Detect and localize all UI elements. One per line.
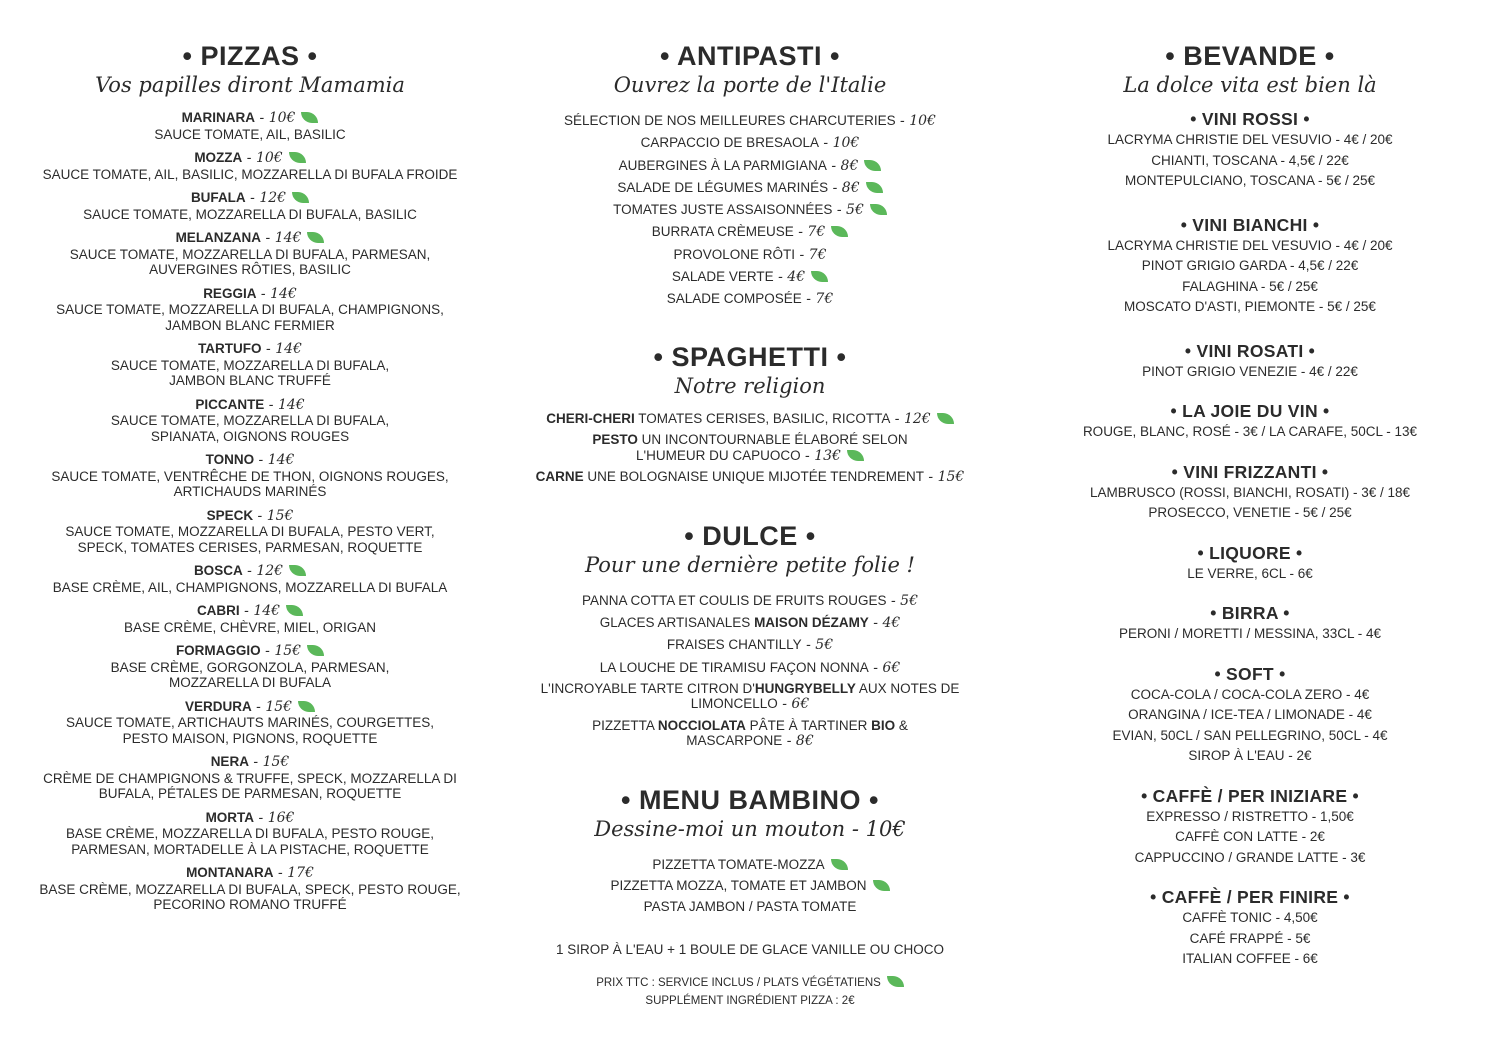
bev-group-joie-du-vin bbox=[1020, 400, 1480, 443]
price-note bbox=[515, 974, 985, 992]
bev-group-title: • CAFFÈ / PER FINIRE • bbox=[1150, 887, 1350, 907]
spaghetti-name: CHERI-CHERI bbox=[546, 410, 635, 426]
bev-group-title: • SOFT • bbox=[1214, 663, 1286, 684]
antipasti-text: BURRATA CRÈMEUSE bbox=[651, 224, 794, 240]
antipasti-price: - 7€ bbox=[795, 246, 827, 263]
pizza-price: - 12€ bbox=[242, 563, 284, 579]
pizza-name: SPECK bbox=[206, 507, 254, 523]
dulce-text: FRAISES CHANTILLY bbox=[666, 637, 802, 653]
bev-line: LACRYMA CHRISTIE DEL VESUVIO - 4€ / 20€ bbox=[1107, 237, 1393, 253]
dulce-brand: BIO bbox=[871, 717, 896, 733]
dulce-subtitle: Pour une dernière petite folie ! bbox=[585, 552, 915, 577]
bev-line: PINOT GRIGIO GARDA - 4,5€ / 22€ bbox=[1141, 258, 1359, 273]
pizza-desc: BASE CRÈME, GORGONZOLA, PARMESAN, MOZZARELLA DI BUFALA bbox=[110, 659, 390, 690]
pizza-name: BUFALA bbox=[190, 190, 246, 205]
pizza-name: MORTA bbox=[205, 809, 255, 825]
dulce-text: & MASCARPONE bbox=[686, 717, 908, 749]
bev-group-title: • LA JOIE DU VIN • bbox=[1170, 401, 1330, 421]
pizza-item-melanzana bbox=[15, 230, 485, 278]
pizza-price: - 15€ bbox=[253, 507, 294, 524]
pizza-desc: SAUCE TOMATE, MOZZARELLA DI BUFALA, SPIANATA, OIGNONS ROUGES bbox=[110, 413, 390, 444]
leaf-icon bbox=[937, 413, 954, 424]
antipasti-item bbox=[515, 177, 985, 199]
antipasti-title: • ANTIPASTI • bbox=[660, 41, 840, 71]
bev-group-vini-frizzanti bbox=[1020, 461, 1480, 524]
bev-group-title: • CAFFÈ / PER INIZIARE • bbox=[1141, 785, 1359, 806]
dulce-price: - 8€ bbox=[782, 733, 814, 750]
bambino-section bbox=[515, 784, 985, 1010]
antipasti-item bbox=[515, 221, 985, 243]
pizza-name: MARINARA bbox=[181, 110, 256, 125]
dulce-item bbox=[515, 612, 985, 634]
bev-group-title: • VINI FRIZZANTI • bbox=[1171, 461, 1329, 482]
bev-group-soft bbox=[1020, 663, 1480, 767]
antipasti-price: - 7€ bbox=[793, 224, 826, 241]
antipasti-item bbox=[515, 266, 985, 288]
bev-line: ITALIAN COFFEE - 6€ bbox=[1182, 951, 1318, 966]
antipasti-price: - 5€ bbox=[832, 202, 864, 219]
bev-group-caffe-iniziare bbox=[1020, 785, 1480, 869]
bambino-item bbox=[515, 854, 985, 875]
antipasti-item bbox=[515, 244, 985, 266]
antipasti-subtitle: Ouvrez la porte de l'Italie bbox=[613, 73, 887, 97]
pizza-desc: SAUCE TOMATE, VENTRÊCHE DE THON, OIGNONS ROUGES, ARTICHAUDS MARINÉS bbox=[51, 468, 449, 499]
bev-line: CAFFÈ CON LATTE - 2€ bbox=[1175, 829, 1325, 844]
pizza-price: - 10€ bbox=[242, 150, 283, 166]
antipasti-item bbox=[515, 288, 985, 310]
pizza-price: - 15€ bbox=[248, 754, 290, 770]
dulce-text: PÂTE À TARTINER bbox=[745, 717, 872, 733]
dulce-brand: NOCCIOLATA bbox=[657, 717, 746, 733]
pizza-name: CABRI bbox=[196, 603, 240, 618]
bev-line: CAFÉ FRAPPÉ - 5€ bbox=[1189, 930, 1311, 946]
pizza-item-bufala bbox=[15, 190, 485, 222]
spaghetti-title: • SPAGHETTI • bbox=[653, 341, 847, 372]
bambino-text: PASTA JAMBON / PASTA TOMATE bbox=[643, 899, 857, 915]
pizza-name: REGGIA bbox=[203, 285, 257, 301]
pizza-price: - 10€ bbox=[255, 110, 296, 126]
leaf-icon bbox=[289, 152, 306, 163]
antipasti-price: - 8€ bbox=[828, 179, 860, 196]
dulce-price: - 5€ bbox=[886, 592, 918, 609]
bev-line: CHIANTI, TOSCANA - 4,5€ / 22€ bbox=[1151, 152, 1349, 168]
pizza-price: - 14€ bbox=[264, 396, 305, 413]
bev-line: LACRYMA CHRISTIE DEL VESUVIO - 4€ / 20€ bbox=[1107, 132, 1393, 147]
antipasti-price: - 10€ bbox=[895, 113, 936, 129]
bev-line: PERONI / MORETTI / MESSINA, 33CL - 4€ bbox=[1118, 626, 1382, 641]
pizza-item-cabri bbox=[15, 603, 485, 635]
bambino-subtitle: Dessine-moi un mouton - 10€ bbox=[594, 816, 906, 841]
pizza-desc: SAUCE TOMATE, MOZZARELLA DI BUFALA, PARMESAN, AUVERGINES RÔTIES, BASILIC bbox=[69, 246, 431, 277]
antipasti-item bbox=[515, 110, 985, 132]
pizza-item-reggia bbox=[15, 286, 485, 334]
antipasti-price: - 4€ bbox=[773, 269, 806, 286]
antipasti-text: AUBERGINES À LA PARMIGIANA bbox=[618, 157, 827, 173]
antipasti-item bbox=[515, 199, 985, 221]
bev-line: SIROP À L'EAU - 2€ bbox=[1188, 748, 1312, 763]
dulce-item bbox=[515, 590, 985, 612]
leaf-icon bbox=[831, 859, 848, 870]
antipasti-text: PROVOLONE RÔTI bbox=[673, 246, 796, 262]
antipasti-item bbox=[515, 155, 985, 177]
pizza-desc: SAUCE TOMATE, MOZZARELLA DI BUFALA, PESTO VERT, SPECK, TOMATES CERISES, PARMESAN, ROQUETTE bbox=[65, 524, 435, 555]
spaghetti-item bbox=[515, 411, 985, 428]
center-column bbox=[515, 40, 985, 1010]
bambino-item bbox=[515, 896, 985, 917]
bev-line: LAMBRUSCO (ROSSI, BIANCHI, ROSATI) - 3€ / 18€ bbox=[1089, 484, 1411, 500]
pizza-item-speck bbox=[15, 508, 485, 556]
antipasti-text: SÉLECTION DE NOS MEILLEURES CHARCUTERIES bbox=[564, 113, 896, 128]
pizza-name: BOSCA bbox=[193, 563, 243, 578]
dulce-item bbox=[515, 657, 985, 679]
pizza-desc: SAUCE TOMATE, AIL, BASILIC bbox=[154, 126, 346, 142]
pizza-price: - 14€ bbox=[261, 230, 302, 246]
pizza-price: - 15€ bbox=[251, 698, 293, 715]
bev-line: MONTEPULCIANO, TOSCANA - 5€ / 25€ bbox=[1124, 173, 1376, 188]
bev-group-title: • BIRRA • bbox=[1210, 603, 1290, 623]
pizza-desc: SAUCE TOMATE, MOZZARELLA DI BUFALA, BASILIC bbox=[83, 206, 417, 222]
dulce-price: - 5€ bbox=[801, 637, 834, 654]
bevande-column bbox=[1020, 40, 1480, 983]
bev-group-vini-rosati bbox=[1020, 340, 1480, 383]
bev-group-title: • VINI ROSSI • bbox=[1190, 109, 1310, 129]
bev-line: PINOT GRIGIO VENEZIE - 4€ / 22€ bbox=[1142, 363, 1358, 379]
pizza-price: - 17€ bbox=[273, 865, 314, 881]
bev-line: COCA-COLA / COCA-COLA ZERO - 4€ bbox=[1130, 686, 1370, 702]
dulce-text: GLACES ARTISANALES bbox=[599, 614, 755, 630]
pizza-name: TARTUFO bbox=[198, 341, 262, 356]
pizza-name: NERA bbox=[210, 754, 249, 769]
pizza-item-tartufo bbox=[15, 341, 485, 389]
pizza-item-mozza bbox=[15, 150, 485, 182]
pizza-name: MONTANARA bbox=[186, 865, 274, 880]
dulce-item bbox=[515, 634, 985, 656]
bev-line: EVIAN, 50CL / SAN PELLEGRINO, 50CL - 4€ bbox=[1112, 727, 1388, 743]
spaghetti-text: TOMATES CERISES, BASILIC, RICOTTA bbox=[634, 410, 891, 426]
spaghetti-price: - 12€ bbox=[890, 410, 931, 427]
leaf-icon bbox=[870, 204, 887, 215]
bambino-title: • MENU BAMBINO • bbox=[621, 784, 879, 815]
bev-group-title: • VINI BIANCHI • bbox=[1180, 214, 1320, 235]
pizza-desc: BASE CRÈME, CHÈVRE, MIEL, ORIGAN bbox=[123, 619, 377, 635]
pizza-item-nera bbox=[15, 754, 485, 802]
dulce-section bbox=[515, 520, 985, 750]
bev-group-caffe-finire bbox=[1020, 886, 1480, 970]
leaf-icon bbox=[292, 192, 309, 203]
pizza-price: - 12€ bbox=[245, 190, 287, 206]
leaf-icon bbox=[847, 450, 864, 461]
leaf-icon bbox=[307, 645, 324, 656]
antipasti-text: TOMATES JUSTE ASSAISONNÉES bbox=[613, 202, 833, 218]
pizza-name: VERDURA bbox=[184, 698, 252, 714]
bambino-text: PIZZETTA TOMATE-MOZZA bbox=[652, 856, 825, 872]
dulce-text: PIZZETTA bbox=[592, 717, 658, 733]
pizza-name: TONNO bbox=[205, 452, 255, 467]
dulce-text: L'INCROYABLE TARTE CITRON D' bbox=[540, 680, 755, 696]
pizza-desc: BASE CRÈME, MOZZARELLA DI BUFALA, PESTO ROUGE, PARMESAN, MORTADELLE À LA PISTACHE, ROQUETTE bbox=[65, 826, 435, 857]
leaf-icon bbox=[298, 701, 315, 712]
leaf-icon bbox=[286, 605, 303, 616]
antipasti-item bbox=[515, 132, 985, 154]
leaf-icon bbox=[831, 226, 848, 237]
pizza-item-montanara bbox=[15, 865, 485, 913]
dulce-item bbox=[515, 681, 985, 713]
spaghetti-name: PESTO bbox=[592, 432, 638, 448]
spaghetti-text: UN INCONTOURNABLE ÉLABORÉ SELON L'HUMEUR DU CAPUOCO bbox=[636, 432, 908, 463]
bev-group-title: • VINI ROSATI • bbox=[1184, 340, 1316, 361]
bevande-subtitle: La dolce vita est bien là bbox=[1123, 73, 1377, 97]
supplement-note: SUPPLÉMENT INGRÉDIENT PIZZA : 2€ bbox=[645, 995, 855, 1008]
pizza-desc: SAUCE TOMATE, MOZZARELLA DI BUFALA, CHAMPIGNONS, JAMBON BLANC FERMIER bbox=[56, 302, 444, 333]
pizza-desc: BASE CRÈME, MOZZARELLA DI BUFALA, SPECK, PESTO ROUGE, PECORINO ROMANO TRUFFÉ bbox=[39, 881, 461, 912]
spaghetti-text: UNE BOLOGNAISE UNIQUE MIJOTÉE TENDREMENT bbox=[583, 469, 924, 485]
leaf-icon bbox=[887, 976, 904, 987]
antipasti-text: CARPACCIO DE BRESAOLA bbox=[640, 135, 819, 151]
bev-group-liquore bbox=[1020, 542, 1480, 585]
leaf-icon bbox=[307, 232, 324, 243]
pizza-price: - 15€ bbox=[260, 643, 302, 659]
pizzas-column bbox=[15, 40, 485, 921]
spaghetti-section bbox=[515, 341, 985, 486]
pizza-name: FORMAGGIO bbox=[175, 643, 261, 658]
bambino-extra: 1 SIROP À L'EAU + 1 BOULE DE GLACE VANILLE OU CHOCO bbox=[555, 941, 945, 957]
price-note-text: PRIX TTC : SERVICE INCLUS / PLATS VÉGÉTATIENS bbox=[596, 977, 881, 990]
pizza-price: - 14€ bbox=[256, 285, 297, 302]
dulce-price: - 6€ bbox=[868, 659, 901, 676]
leaf-icon bbox=[866, 182, 883, 193]
spaghetti-subtitle: Notre religion bbox=[674, 373, 826, 398]
dulce-text: AUX NOTES DE LIMONCELLO bbox=[690, 680, 960, 712]
dulce-text: LA LOUCHE DE TIRAMISU FAÇON NONNA bbox=[599, 659, 869, 675]
antipasti-price: - 7€ bbox=[801, 291, 834, 308]
leaf-icon bbox=[289, 565, 306, 576]
antipasti-price: - 8€ bbox=[826, 157, 859, 174]
spaghetti-price: - 15€ bbox=[923, 469, 965, 486]
spaghetti-item bbox=[515, 432, 985, 464]
bev-line: LE VERRE, 6CL - 6€ bbox=[1187, 565, 1313, 581]
pizza-item-tonno bbox=[15, 452, 485, 500]
antipasti-price: - 10€ bbox=[818, 135, 860, 152]
spaghetti-name: CARNE bbox=[535, 469, 584, 485]
bev-line: CAFFÈ TONIC - 4,50€ bbox=[1182, 910, 1318, 925]
antipasti-text: SALADE COMPOSÉE bbox=[666, 291, 802, 307]
bev-line: FALAGHINA - 5€ / 25€ bbox=[1182, 278, 1318, 294]
pizza-item-piccante bbox=[15, 397, 485, 445]
antipasti-text: SALADE DE LÉGUMES MARINÉS bbox=[617, 179, 829, 195]
bev-line: EXPRESSO / RISTRETTO - 1,50€ bbox=[1146, 808, 1354, 824]
pizza-desc: SAUCE TOMATE, ARTICHAUTS MARINÉS, COURGETTES, PESTO MAISON, PIGNONS, ROQUETTE bbox=[65, 715, 435, 746]
dulce-brand: HUNGRYBELLY bbox=[754, 680, 856, 696]
antipasti-section bbox=[515, 40, 985, 311]
pizza-name: MELANZANA bbox=[175, 230, 262, 245]
antipasti-text: SALADE VERTE bbox=[671, 269, 774, 285]
leaf-icon bbox=[301, 112, 318, 123]
bev-group-vini-bianchi bbox=[1020, 214, 1480, 318]
pizza-item-marinara bbox=[15, 110, 485, 142]
dulce-brand: MAISON DÉZAMY bbox=[754, 614, 869, 630]
bev-line: ORANGINA / ICE-TEA / LIMONADE - 4€ bbox=[1128, 707, 1372, 722]
dulce-item bbox=[515, 718, 985, 750]
dulce-price: - 6€ bbox=[777, 696, 810, 713]
pizza-desc: SAUCE TOMATE, MOZZARELLA DI BUFALA, JAMBON BLANC TRUFFÉ bbox=[110, 357, 390, 388]
pizza-item-morta bbox=[15, 810, 485, 858]
pizza-item-verdura bbox=[15, 699, 485, 747]
pizza-price: - 16€ bbox=[254, 809, 295, 826]
pizza-desc: CRÈME DE CHAMPIGNONS & TRUFFE, SPECK, MOZZARELLA DI BUFALA, PÉTALES DE PARMESAN, ROQUETTE bbox=[43, 770, 457, 801]
dulce-text: PANNA COTTA ET COULIS DE FRUITS ROUGES bbox=[581, 592, 887, 608]
dulce-title: • DULCE • bbox=[684, 520, 816, 551]
dulce-price: - 4€ bbox=[868, 614, 901, 631]
pizza-item-bosca bbox=[15, 563, 485, 595]
bev-line: PROSECCO, VENETIE - 5€ / 25€ bbox=[1148, 505, 1352, 520]
pizza-desc: BASE CRÈME, AIL, CHAMPIGNONS, MOZZARELLA DI BUFALA bbox=[52, 579, 448, 595]
pizzas-title: • PIZZAS • bbox=[182, 41, 318, 71]
bev-line: CAPPUCCINO / GRANDE LATTE - 3€ bbox=[1134, 849, 1366, 865]
pizza-price: - 14€ bbox=[261, 341, 302, 357]
bambino-text: PIZZETTA MOZZA, TOMATE ET JAMBON bbox=[610, 878, 867, 894]
leaf-icon bbox=[864, 160, 881, 171]
bev-line: MOSCATO D'ASTI, PIEMONTE - 5€ / 25€ bbox=[1124, 299, 1376, 314]
bevande-title: • BEVANDE • bbox=[1165, 41, 1335, 71]
pizza-desc: SAUCE TOMATE, AIL, BASILIC, MOZZARELLA DI BUFALA FROIDE bbox=[42, 166, 458, 182]
pizza-name: PICCANTE bbox=[195, 396, 265, 412]
bev-group-title: • LIQUORE • bbox=[1197, 542, 1303, 563]
leaf-icon bbox=[811, 271, 828, 282]
spaghetti-price: - 13€ bbox=[800, 447, 841, 464]
pizza-name: MOZZA bbox=[194, 150, 243, 165]
pizza-price: - 14€ bbox=[239, 603, 281, 619]
bev-line: ROUGE, BLANC, ROSÉ - 3€ / LA CARAFE, 50CL - 13€ bbox=[1082, 424, 1418, 439]
bev-group-vini-rossi bbox=[1020, 108, 1480, 192]
leaf-icon bbox=[873, 880, 890, 891]
pizza-item-formaggio bbox=[15, 643, 485, 691]
bambino-item bbox=[515, 875, 985, 896]
pizzas-subtitle: Vos papilles diront Mamamia bbox=[95, 73, 405, 97]
spaghetti-item bbox=[515, 469, 985, 486]
bev-group-birra bbox=[1020, 602, 1480, 645]
pizza-price: - 14€ bbox=[254, 452, 295, 468]
